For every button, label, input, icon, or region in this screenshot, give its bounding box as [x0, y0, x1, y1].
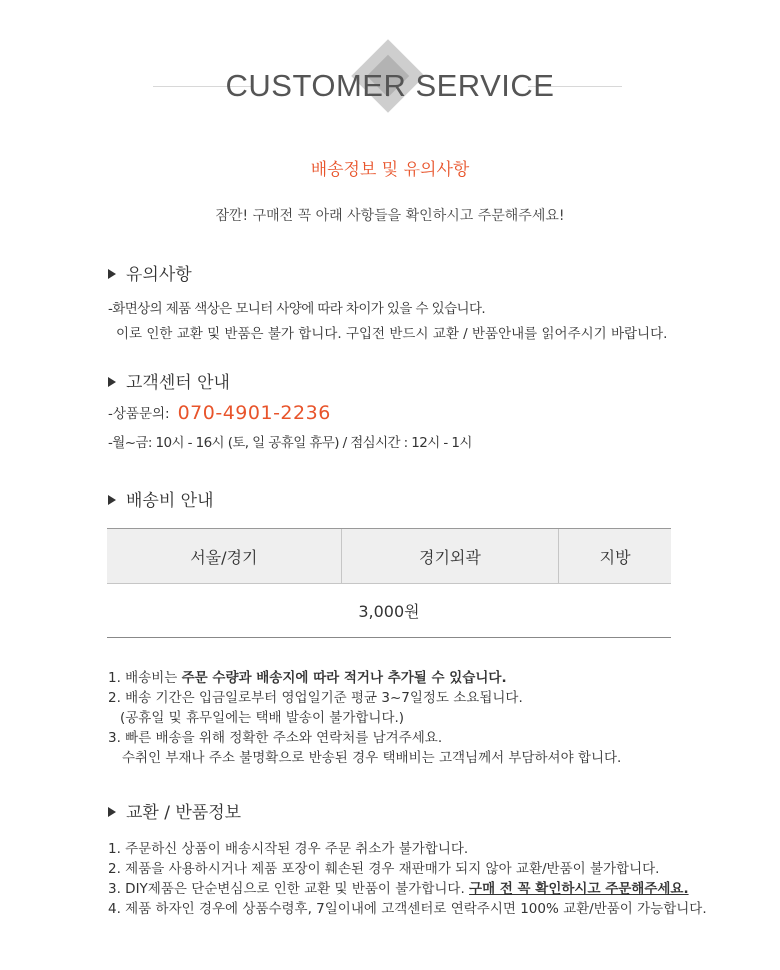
column-header-seoul: 서울/경기 — [107, 529, 341, 584]
shipping-note-1 — [108, 666, 507, 686]
page-title: CUSTOMER SERVICE — [225, 68, 555, 103]
shipping-fee-table — [107, 528, 671, 638]
shipping-note-1-text: 1. 배송비는 — [108, 670, 182, 686]
intro-text: 잠깐! 구매전 꼭 아래 사항들을 확인하시고 주문해주세요! — [215, 208, 565, 224]
shipping-note-3b: 수취인 부재나 주소 불명확으로 반송된 경우 택배비는 고객님께서 부담하셔야 합니다. — [122, 750, 622, 766]
table-row — [107, 584, 671, 638]
returns-item-3-bold: 구매 전 꼭 확인하시고 주문해주세요. — [469, 881, 689, 897]
cs-heading-label: 고객센터 안내 — [126, 373, 230, 393]
triangle-bullet-icon — [108, 807, 116, 817]
cs-phone-number[interactable]: 070-4901-2236 — [177, 402, 331, 424]
triangle-bullet-icon — [108, 495, 116, 505]
shipping-fee-value: 3,000원 — [107, 584, 671, 638]
column-header-gyeonggi-outskirts: 경기외곽 — [341, 529, 559, 584]
triangle-bullet-icon — [108, 269, 116, 279]
shipping-fee-heading — [108, 486, 214, 511]
notice-line-1: -화면상의 제품 색상은 모니터 사양에 따라 차이가 있을 수 있습니다. — [108, 301, 486, 317]
shipping-note-2: 2. 배송 기간은 입금일로부터 영업일기준 평균 3~7일정도 소요됩니다. — [108, 690, 523, 706]
notice-line-2: 이로 인한 교환 및 반품은 불가 합니다. 구입전 반드시 교환 / 반품안내를 읽어주시기 바랍니다. — [116, 326, 668, 342]
shipping-note-3: 3. 빠른 배송을 위해 정확한 주소와 연락처를 남겨주세요. — [108, 730, 443, 746]
cs-phone-label: -상품문의: — [108, 406, 170, 422]
returns-item-3 — [108, 877, 689, 897]
notice-heading-label: 유의사항 — [126, 265, 192, 285]
cs-phone-row — [108, 402, 331, 424]
notice-heading — [108, 260, 192, 285]
returns-item-1: 1. 주문하신 상품이 배송시작된 경우 주문 취소가 불가합니다. — [108, 841, 469, 857]
cs-hours: -월~금: 10시 - 16시 (토, 일 공휴일 휴무) / 점심시간 : 12시 - 1시 — [108, 435, 472, 451]
page-header — [0, 40, 780, 130]
returns-item-2: 2. 제품을 사용하시거나 제품 포장이 훼손된 경우 재판매가 되지 않아 교환/반품이 불가합니다. — [108, 861, 660, 877]
section-subtitle: 배송정보 및 유의사항 — [310, 160, 470, 180]
returns-heading-label: 교환 / 반품정보 — [126, 803, 242, 823]
returns-item-3-text: 3. DIY제품은 단순변심으로 인한 교환 및 반품이 불가합니다. — [108, 881, 470, 897]
shipping-fee-heading-label: 배송비 안내 — [126, 491, 214, 511]
shipping-note-1-bold: 주문 수량과 배송지에 따라 적거나 추가될 수 있습니다. — [181, 670, 507, 686]
table-header-row — [107, 529, 671, 584]
returns-heading — [108, 798, 241, 823]
triangle-bullet-icon — [108, 377, 116, 387]
returns-item-4: 4. 제품 하자인 경우에 상품수령후, 7일이내에 고객센터로 연락주시면 100% 교환/반품이 가능합니다. — [108, 901, 707, 917]
shipping-note-2b: (공휴일 및 휴무일에는 택배 발송이 불가합니다.) — [120, 710, 405, 726]
column-header-province: 지방 — [559, 529, 671, 584]
cs-heading — [108, 368, 230, 393]
